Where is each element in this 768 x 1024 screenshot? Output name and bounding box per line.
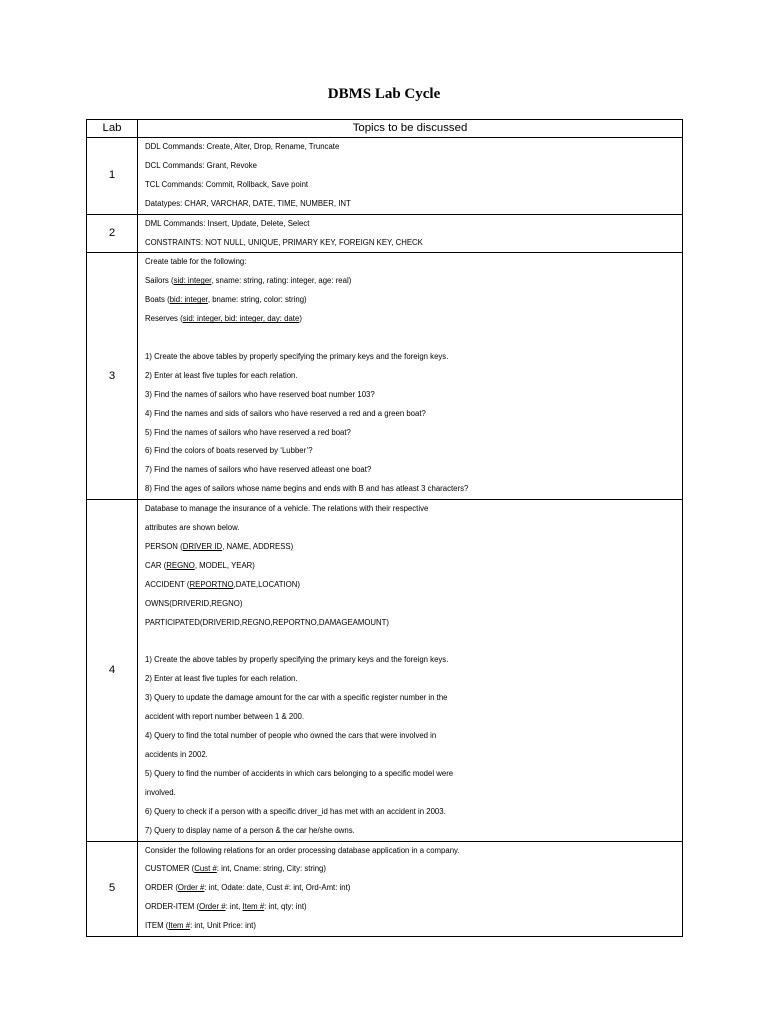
topic-line xyxy=(145,842,682,861)
topic-text: Database to manage the insurance of a vehicle. The relations with their respective xyxy=(145,504,429,514)
topic-text: involved. xyxy=(145,787,176,797)
lab-topics xyxy=(138,138,683,215)
topic-text: 8) Find the ages of sailors whose name begins and ends with B and has atleast 3 characters? xyxy=(145,484,469,494)
topic-text: 6) Query to check if a person with a specific driver_id has met with an accident in 2003. xyxy=(145,806,446,816)
topic-text: 1) Create the above tables by properly specifying the primary keys and the foreign keys. xyxy=(145,351,449,361)
key-attribute: Item # xyxy=(168,921,191,931)
topic-line xyxy=(145,727,682,746)
topic-line xyxy=(145,442,682,461)
topic-text: ACCIDENT ( xyxy=(145,579,190,589)
topic-text: PERSON ( xyxy=(145,542,183,552)
topic-line xyxy=(145,405,682,424)
topic-line xyxy=(145,253,682,272)
table-row xyxy=(87,214,683,253)
table-header-row xyxy=(87,120,683,138)
lab-number: 5 xyxy=(87,841,138,937)
document-title: DBMS Lab Cycle xyxy=(327,86,441,102)
topic-text: Consider the following relations for an order processing database application in a company. xyxy=(145,845,460,855)
topic-line xyxy=(145,784,682,803)
topic-text: : int, xyxy=(225,902,243,912)
topic-text: DDL Commands: Create, Alter, Drop, Rename, Truncate xyxy=(145,142,340,151)
table-row xyxy=(87,841,683,937)
topic-text: , NAME, ADDRESS) xyxy=(222,542,294,552)
topic-line xyxy=(145,651,682,670)
key-attribute: REPORTNO xyxy=(189,579,234,589)
topic-text: accidents in 2002. xyxy=(145,749,208,759)
blank-line xyxy=(145,329,682,348)
key-attribute: sid: integer xyxy=(173,276,212,286)
lab-cycle-table xyxy=(86,119,683,937)
topic-line xyxy=(145,879,682,898)
topic-line xyxy=(145,822,682,841)
key-attribute: sid: integer, bid: integer, day: date xyxy=(182,314,300,324)
topic-text: , MODEL, YEAR) xyxy=(194,560,255,570)
topic-text: 5) Query to find the number of accidents in which cars belonging to a specific model were xyxy=(145,768,454,778)
topic-line xyxy=(145,367,682,386)
topic-text: , sname: string, rating: integer, age: real) xyxy=(211,276,352,286)
topic-line xyxy=(145,272,682,291)
topic-text: PARTICIPATED(DRIVERID,REGNO,REPORTNO,DAMAGEAMOUNT) xyxy=(145,617,390,627)
topic-line xyxy=(145,424,682,443)
topic-text: OWNS(DRIVERID,REGNO) xyxy=(145,598,243,608)
topic-text: 4) Query to find the total number of people who owned the cars that were involved in xyxy=(145,731,437,741)
topic-line xyxy=(145,803,682,822)
topic-line xyxy=(145,576,682,595)
blank-line xyxy=(145,633,682,652)
lab-number: 1 xyxy=(87,138,138,215)
topic-line xyxy=(145,557,682,576)
topic-line xyxy=(145,614,682,633)
topic-text: 7) Find the names of sailors who have reserved atleast one boat? xyxy=(145,465,372,475)
topic-line xyxy=(145,670,682,689)
topic-line xyxy=(145,708,682,727)
topic-text: 7) Query to display name of a person & the car he/she owns. xyxy=(145,825,355,835)
topic-text: Reserves ( xyxy=(145,314,183,324)
topic-line xyxy=(145,461,682,480)
topic-text: 2) Enter at least five tuples for each relation. xyxy=(145,370,298,380)
topic-line xyxy=(145,480,682,499)
topic-line xyxy=(145,765,682,784)
header-topics: Topics to be discussed xyxy=(138,120,683,138)
topic-text: 1) Create the above tables by properly specifying the primary keys and the foreign keys. xyxy=(145,655,449,665)
topic-line xyxy=(145,348,682,367)
topic-text: CUSTOMER ( xyxy=(145,864,195,874)
topic-line xyxy=(145,595,682,614)
topic-line xyxy=(145,195,682,214)
lab-topics xyxy=(138,214,683,253)
topic-line xyxy=(145,500,682,519)
topic-text: DML Commands: Insert, Update, Delete, Select xyxy=(145,218,310,228)
topic-line xyxy=(145,234,682,253)
topic-line xyxy=(145,157,682,176)
table-row xyxy=(87,138,683,215)
topic-text: ORDER-ITEM ( xyxy=(145,902,200,912)
topic-line xyxy=(145,176,682,195)
topic-line xyxy=(145,386,682,405)
lab-topics xyxy=(138,253,683,500)
topic-text: Boats ( xyxy=(145,295,170,305)
topic-text: Sailors ( xyxy=(145,276,174,286)
topic-text: 4) Find the names and sids of sailors who have reserved a red and a green boat? xyxy=(145,408,426,418)
topic-line xyxy=(145,310,682,329)
topic-text: 5) Find the names of sailors who have reserved a red boat? xyxy=(145,427,351,437)
topic-text: ,DATE,LOCATION) xyxy=(233,579,300,589)
topic-text: ORDER ( xyxy=(145,883,178,893)
topic-line xyxy=(145,291,682,310)
topic-text: 3) Find the names of sailors who have reserved boat number 103? xyxy=(145,389,375,399)
lab-number: 3 xyxy=(87,253,138,500)
key-attribute: Order # xyxy=(199,902,226,912)
key-attribute: REGNO xyxy=(166,560,195,570)
table-row xyxy=(87,253,683,500)
header-lab: Lab xyxy=(87,120,138,138)
key-attribute: Item # xyxy=(242,902,265,912)
topic-text: 3) Query to update the damage amount for the car with a specific register number in the xyxy=(145,693,448,703)
topic-text: TCL Commands: Commit, Rollback, Save point xyxy=(145,179,309,189)
topic-line xyxy=(145,860,682,879)
topic-text: ) xyxy=(299,314,302,324)
topic-text: attributes are shown below. xyxy=(145,523,240,533)
topic-text: , bname: string, color: string) xyxy=(207,295,307,305)
topic-text: accident with report number between 1 & 200. xyxy=(145,712,305,722)
key-attribute: Cust # xyxy=(194,864,217,874)
topic-line xyxy=(145,138,682,157)
topic-text: CAR ( xyxy=(145,560,167,570)
table-body xyxy=(87,138,683,937)
lab-topics xyxy=(138,841,683,937)
topic-text: Datatypes: CHAR, VARCHAR, DATE, TIME, NUMBER, INT xyxy=(145,198,351,208)
key-attribute: DRIVER ID xyxy=(182,542,223,552)
table-row xyxy=(87,500,683,841)
topic-line xyxy=(145,538,682,557)
lab-number: 2 xyxy=(87,214,138,253)
topic-line xyxy=(145,746,682,765)
topic-text: 2) Enter at least five tuples for each relation. xyxy=(145,674,298,684)
key-attribute: Order # xyxy=(177,883,205,893)
topic-line xyxy=(145,917,682,936)
topic-text: DCL Commands: Grant, Revoke xyxy=(145,160,257,170)
topic-text: : int, Odate: date, Cust #: int, Ord-Amt: int) xyxy=(204,883,351,893)
topic-text: CONSTRAINTS: NOT NULL, UNIQUE, PRIMARY KEY, FOREIGN KEY, CHECK xyxy=(145,237,423,247)
topic-text: Create table for the following: xyxy=(145,257,247,267)
topic-line xyxy=(145,898,682,917)
topic-line xyxy=(145,519,682,538)
lab-topics xyxy=(138,500,683,841)
key-attribute: bid: integer xyxy=(169,295,208,305)
topic-text: 6) Find the colors of boats reserved by ‘Lubber’? xyxy=(145,446,313,456)
topic-text: ITEM ( xyxy=(145,921,169,931)
topic-line xyxy=(145,215,682,234)
topic-text: : int, qty: int) xyxy=(264,902,307,912)
topic-text: : int, Cname: string, City: string) xyxy=(216,864,326,874)
topic-text: : int, Unit Price: int) xyxy=(190,921,256,931)
lab-number: 4 xyxy=(87,500,138,841)
topic-line xyxy=(145,689,682,708)
